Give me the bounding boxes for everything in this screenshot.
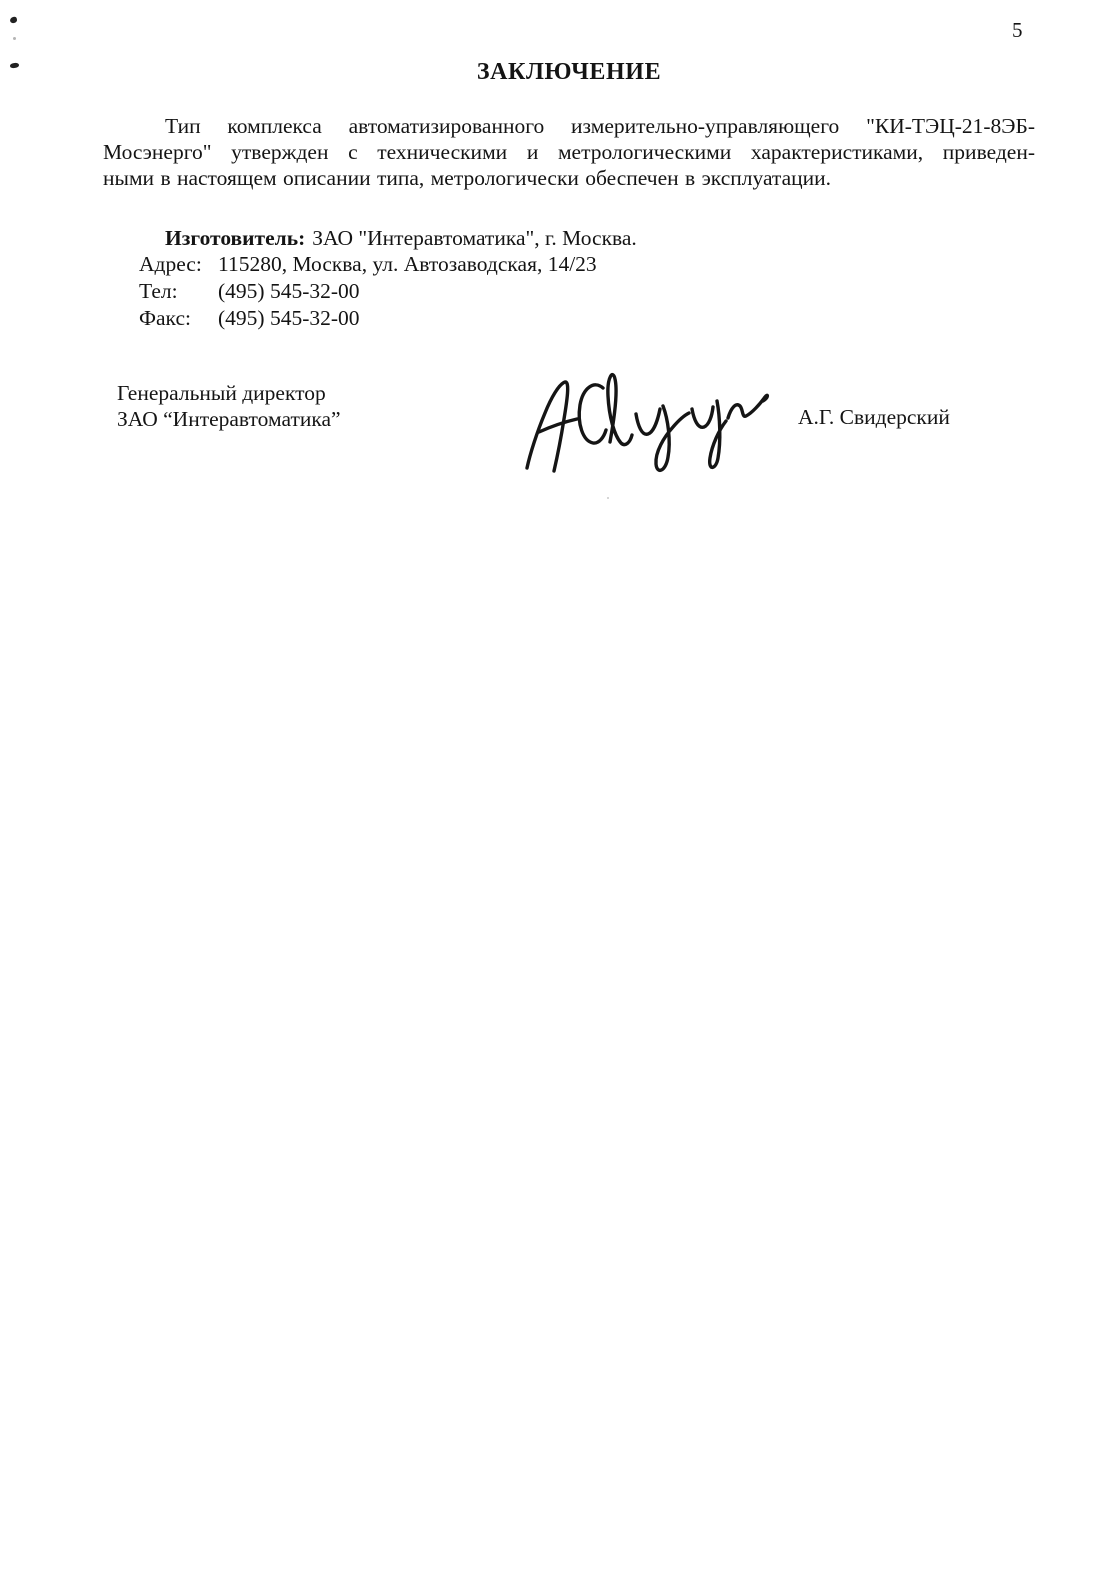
scan-artifact	[13, 37, 16, 40]
contacts-table	[139, 251, 597, 332]
contact-label: Факс:	[139, 306, 191, 330]
manufacturer-line	[165, 226, 637, 251]
signatory-company-line: ЗАО “Интеравтоматика”	[117, 407, 341, 431]
paragraph-line: Мосэнерго" утвержден с техническими и метрологическими характеристиками, приведен-	[103, 140, 1035, 164]
signatory-name: А.Г. Свидерский	[798, 405, 950, 429]
contact-value: (495) 545-32-00	[218, 306, 360, 330]
contact-row	[139, 251, 597, 278]
contact-value: 115280, Москва, ул. Автозаводская, 14/23	[218, 252, 597, 276]
scan-artifact	[607, 497, 609, 499]
scan-artifact	[9, 16, 17, 24]
signatory-position-line: Генеральный директор	[117, 381, 326, 405]
manufacturer-value: ЗАО "Интеравтоматика", г. Москва.	[312, 226, 637, 250]
paragraph-line: ными в настоящем описании типа, метрологически обеспечен в эксплуатации.	[103, 166, 832, 190]
handwritten-signature-icon	[513, 356, 773, 482]
scan-artifact	[10, 62, 20, 68]
paragraph-line: Тип комплекса автоматизированного измерительно-управляющего "КИ-ТЭЦ-21-8ЭБ-	[165, 114, 1035, 138]
contact-label: Адрес:	[139, 252, 202, 276]
page-number: 5	[1012, 18, 1023, 42]
document-title: ЗАКЛЮЧЕНИЕ	[476, 59, 662, 85]
signatory-position	[117, 380, 341, 432]
contact-row	[139, 278, 597, 305]
manufacturer-label: Изготовитель:	[165, 226, 306, 250]
contact-value: (495) 545-32-00	[218, 279, 360, 303]
body-paragraph	[103, 113, 1035, 191]
contact-label: Тел:	[139, 279, 178, 303]
contact-row	[139, 305, 597, 332]
